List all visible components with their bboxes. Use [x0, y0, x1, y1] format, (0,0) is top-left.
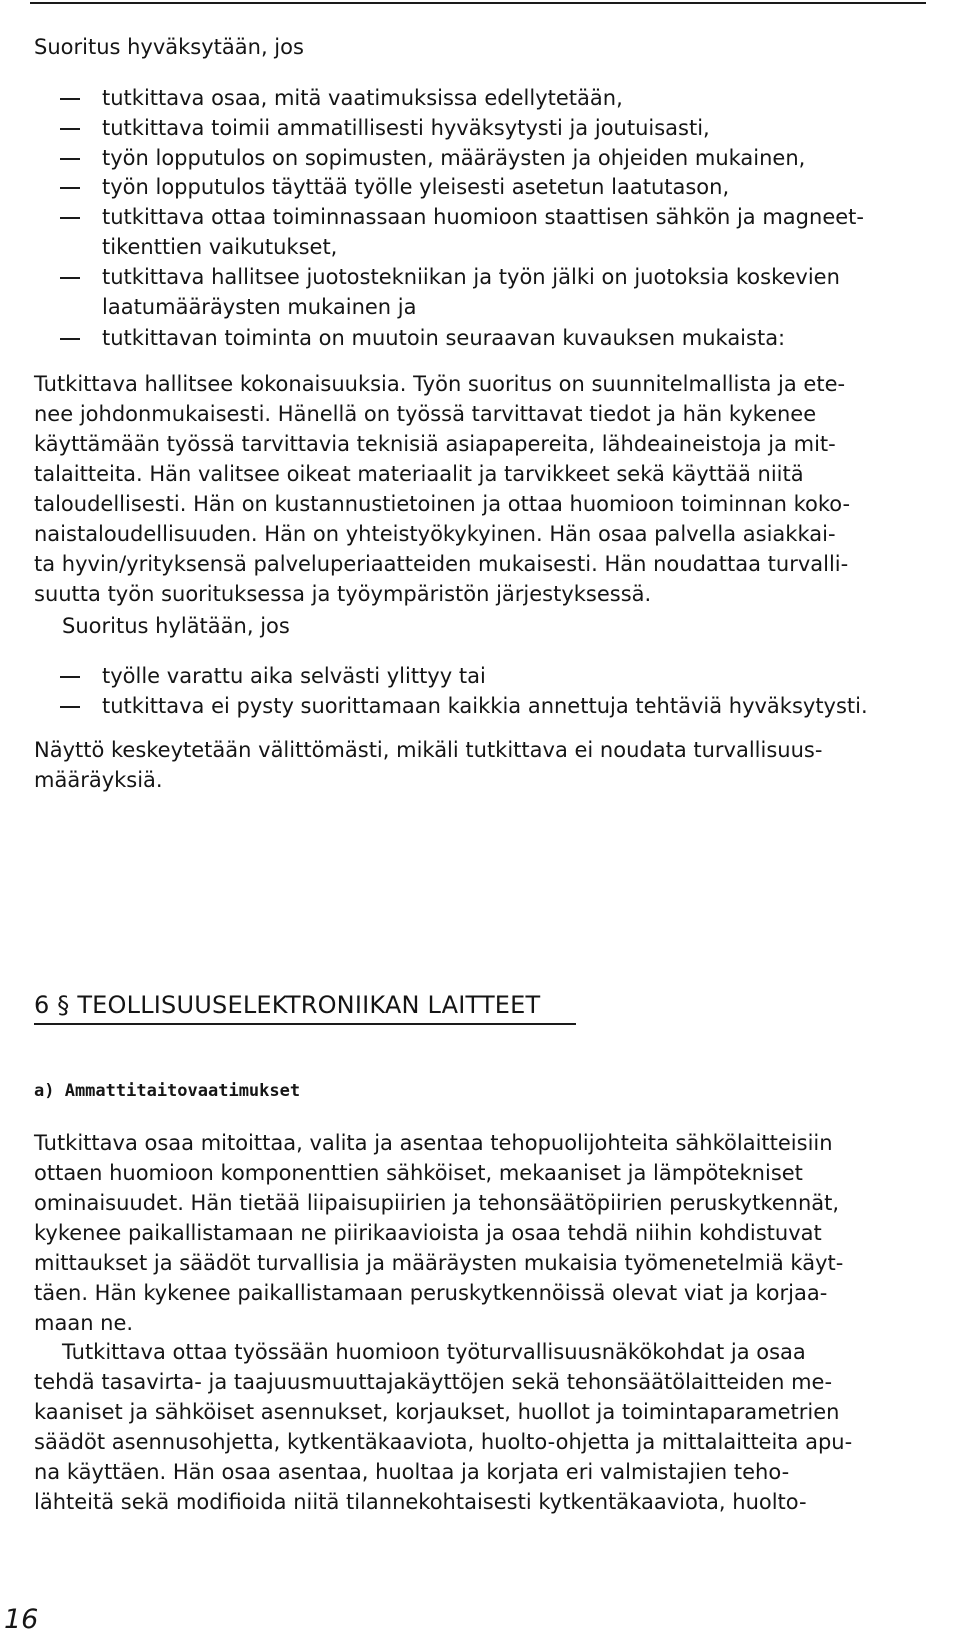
paragraph-line: käyttämään työssä tarvittavia teknisiä asiapapereita, lähdeaineistoja ja mit- [34, 432, 836, 456]
paragraph-line: täen. Hän kykenee paikallistamaan peruskytkennöissä olevat viat ja korjaa- [34, 1281, 828, 1305]
list-item: tutkittava ottaa toiminnassaan huomioon staattisen sähkön ja magneet- [102, 205, 864, 229]
subheading: a) Ammattitaitovaatimukset [34, 1081, 301, 1101]
list-item-continuation: tikenttien vaikutukset, [102, 235, 338, 259]
paragraph-line: suutta työn suorituksessa ja työympäristön järjestyksessä. [34, 582, 652, 606]
bullet-dash [60, 338, 80, 340]
paragraph-line: Tutkittava osaa mitoittaa, valita ja asentaa tehopuolijohteita sähkölaitteisiin [34, 1131, 833, 1155]
paragraph-line: määräyksiä. [34, 768, 163, 792]
paragraph-line: lähteitä sekä modifioida niitä tilannekohtaisesti kytkentäkaaviota, huolto- [34, 1490, 807, 1514]
bullet-dash [60, 706, 80, 708]
section-heading: 6 § TEOLLISUUSELEKTRONIIKAN LAITTEET [34, 991, 541, 1019]
bullet-dash [60, 158, 80, 160]
list-item: työn lopputulos on sopimusten, määräysten ja ohjeiden mukainen, [102, 146, 806, 170]
list-item: työn lopputulos täyttää työlle yleisesti asetetun laatutason, [102, 175, 730, 199]
list-item: tutkittava osaa, mitä vaatimuksissa edellytetään, [102, 86, 623, 110]
paragraph-line: nee johdonmukaisesti. Hänellä on työssä tarvittavat tiedot ja hän kykenee [34, 402, 817, 426]
paragraph-line: ta hyvin/yrityksensä palveluperiaatteiden mukaisesti. Hän noudattaa turvalli- [34, 552, 849, 576]
heading-rule [34, 1023, 576, 1025]
paragraph-line: naistaloudellisuuden. Hän on yhteistyökykyinen. Hän osaa palvella asiakkai- [34, 522, 836, 546]
paragraph-line: na käyttäen. Hän osaa asentaa, huoltaa ja korjata eri valmistajien teho- [34, 1460, 790, 1484]
list-item: tutkittava ei pysty suorittamaan kaikkia annettuja tehtäviä hyväksytysti. [102, 694, 868, 718]
bullet-dash [60, 98, 80, 100]
list-item: tutkittava hallitsee juotostekniikan ja työn jälki on juotoksia koskevien [102, 265, 840, 289]
bullet-dash [60, 277, 80, 279]
page-number: 16 [4, 1604, 39, 1635]
bullet-dash [60, 217, 80, 219]
paragraph-line: ominaisuudet. Hän tietää liipaisupiirien ja tehonsäätöpiirien peruskytkennät, [34, 1191, 840, 1215]
paragraph-line: talaitteita. Hän valitsee oikeat materiaalit ja tarvikkeet sekä käyttää niitä [34, 462, 804, 486]
paragraph-line: mittaukset ja säädöt turvallisia ja määräysten mukaisia työmenetelmiä käyt- [34, 1251, 844, 1275]
paragraph-line: taloudellisesti. Hän on kustannustietoinen ja ottaa huomioon toiminnan koko- [34, 492, 851, 516]
paragraph-line: Näyttö keskeytetään välittömästi, mikäli tutkittava ei noudata turvallisuus- [34, 738, 823, 762]
lead-text-rejected: Suoritus hylätään, jos [62, 614, 290, 638]
list-item: työlle varattu aika selvästi ylittyy tai [102, 664, 486, 688]
bullet-dash [60, 676, 80, 678]
list-item: tutkittava toimii ammatillisesti hyväksytysti ja joutuisasti, [102, 116, 710, 140]
paragraph-line: kykenee paikallistamaan ne piirikaavioista ja osaa tehdä niihin kohdistuvat [34, 1221, 822, 1245]
paragraph-line: säädöt asennusohjetta, kytkentäkaaviota, huolto-ohjetta ja mittalaitteita apu- [34, 1430, 853, 1454]
paragraph-line: maan ne. [34, 1311, 134, 1335]
list-item-continuation: laatumääräysten mukainen ja [102, 295, 417, 319]
paragraph-line: Tutkittava ottaa työssään huomioon työturvallisuusnäkökohdat ja osaa [62, 1340, 806, 1364]
paragraph-line: tehdä tasavirta- ja taajuusmuuttajakäyttöjen sekä tehonsäätölaitteiden me- [34, 1370, 833, 1394]
list-item: tutkittavan toiminta on muutoin seuraavan kuvauksen mukaista: [102, 326, 786, 350]
bullet-dash [60, 128, 80, 130]
paragraph-line: ottaen huomioon komponenttien sähköiset, mekaaniset ja lämpötekniset [34, 1161, 803, 1185]
paragraph-line: Tutkittava hallitsee kokonaisuuksia. Työn suoritus on suunnitelmallista ja ete- [34, 372, 846, 396]
lead-text-accepted: Suoritus hyväksytään, jos [34, 35, 304, 59]
paragraph-line: kaaniset ja sähköiset asennukset, korjaukset, huollot ja toimintaparametrien [34, 1400, 840, 1424]
bullet-dash [60, 187, 80, 189]
top-rule [30, 2, 926, 4]
